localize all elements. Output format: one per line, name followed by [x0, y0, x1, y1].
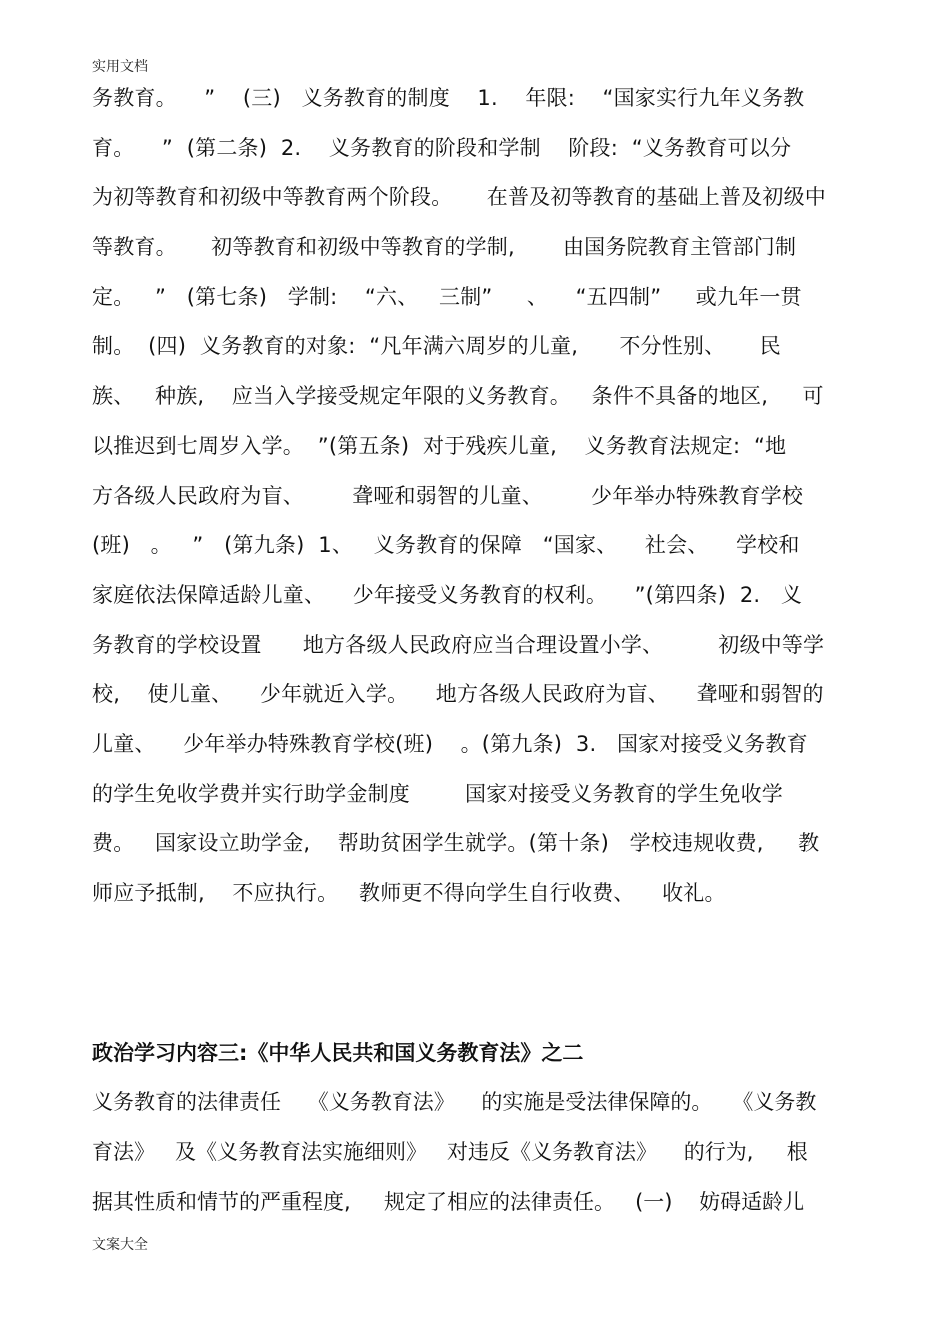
text-line: 家庭依法保障适龄儿童、 少年接受义务教育的权利。 ”(第四条) 2. 义: [92, 582, 803, 607]
text-line: 儿童、 少年举办特殊教育学校(班) 。(第九条) 3. 国家对接受义务教育: [92, 731, 808, 756]
text-line: 以推迟到七周岁入学。 ”(第五条) 对于残疾儿童, 义务教育法规定: “地: [92, 433, 787, 458]
text-line: 务教育。 ” (三) 义务教育的制度 1. 年限: “国家实行九年义务教: [92, 86, 805, 110]
page-header: 实用文档: [92, 59, 148, 75]
text-line: 师应予抵制, 不应执行。 教师更不得向学生自行收费、 收礼。: [92, 881, 726, 905]
text-line: 的学生免收学费并实行助学金制度 国家对接受义务教育的学生免收学: [92, 781, 783, 806]
text-line: 制。 (四) 义务教育的对象: “凡年满六周岁的儿童, 不分性别、 民: [92, 334, 781, 359]
text-line: 校, 使儿童、 少年就近入学。 地方各级人民政府为盲、 聋哑和弱智的: [92, 682, 824, 707]
section-gap: [92, 919, 862, 1029]
text-line: (班) 。 ” (第九条) 1、 义务教育的保障 “国家、 社会、 学校和: [92, 533, 800, 558]
text-line: 为初等教育和初级中等教育两个阶段。 在普及初等教育的基础上普及初级中: [92, 185, 826, 210]
text-line: 等教育。 初等教育和初级中等教育的学制, 由国务院教育主管部门制: [92, 235, 797, 260]
section-1-text: [92, 74, 862, 919]
page-footer: 文案大全: [92, 1237, 148, 1253]
section-heading: 政治学习内容三:《中华人民共和国义务教育法》之二: [92, 1040, 584, 1065]
section-2: [92, 1029, 862, 1227]
text-line: 费。 国家设立助学金, 帮助贫困学生就学。(第十条) 学校违规收费, 教: [92, 831, 820, 856]
text-line: 义务教育的法律责任 《义务教育法》 的实施是受法律保障的。 《义务教: [92, 1089, 817, 1114]
text-line: 务教育的学校设置 地方各级人民政府应当合理设置小学、 初级中等学: [92, 632, 825, 657]
text-line: 方各级人民政府为盲、 聋哑和弱智的儿童、 少年举办特殊教育学校: [92, 483, 804, 508]
text-line: 据其性质和情节的严重程度, 规定了相应的法律责任。 (一) 妨碍适龄儿: [92, 1189, 805, 1214]
text-line: 族、 种族, 应当入学接受规定年限的义务教育。 条件不具备的地区, 可: [92, 384, 824, 409]
text-line: 育。 ” (第二条) 2. 义务教育的阶段和学制 阶段: “义务教育可以分: [92, 135, 792, 160]
text-line: 育法》 及《义务教育法实施细则》 对违反《义务教育法》 的行为, 根: [92, 1139, 808, 1164]
document-body: [92, 74, 862, 1227]
text-line: 定。 ” (第七条) 学制: “六、 三制” 、 “五四制” 或九年一贯: [92, 284, 802, 309]
